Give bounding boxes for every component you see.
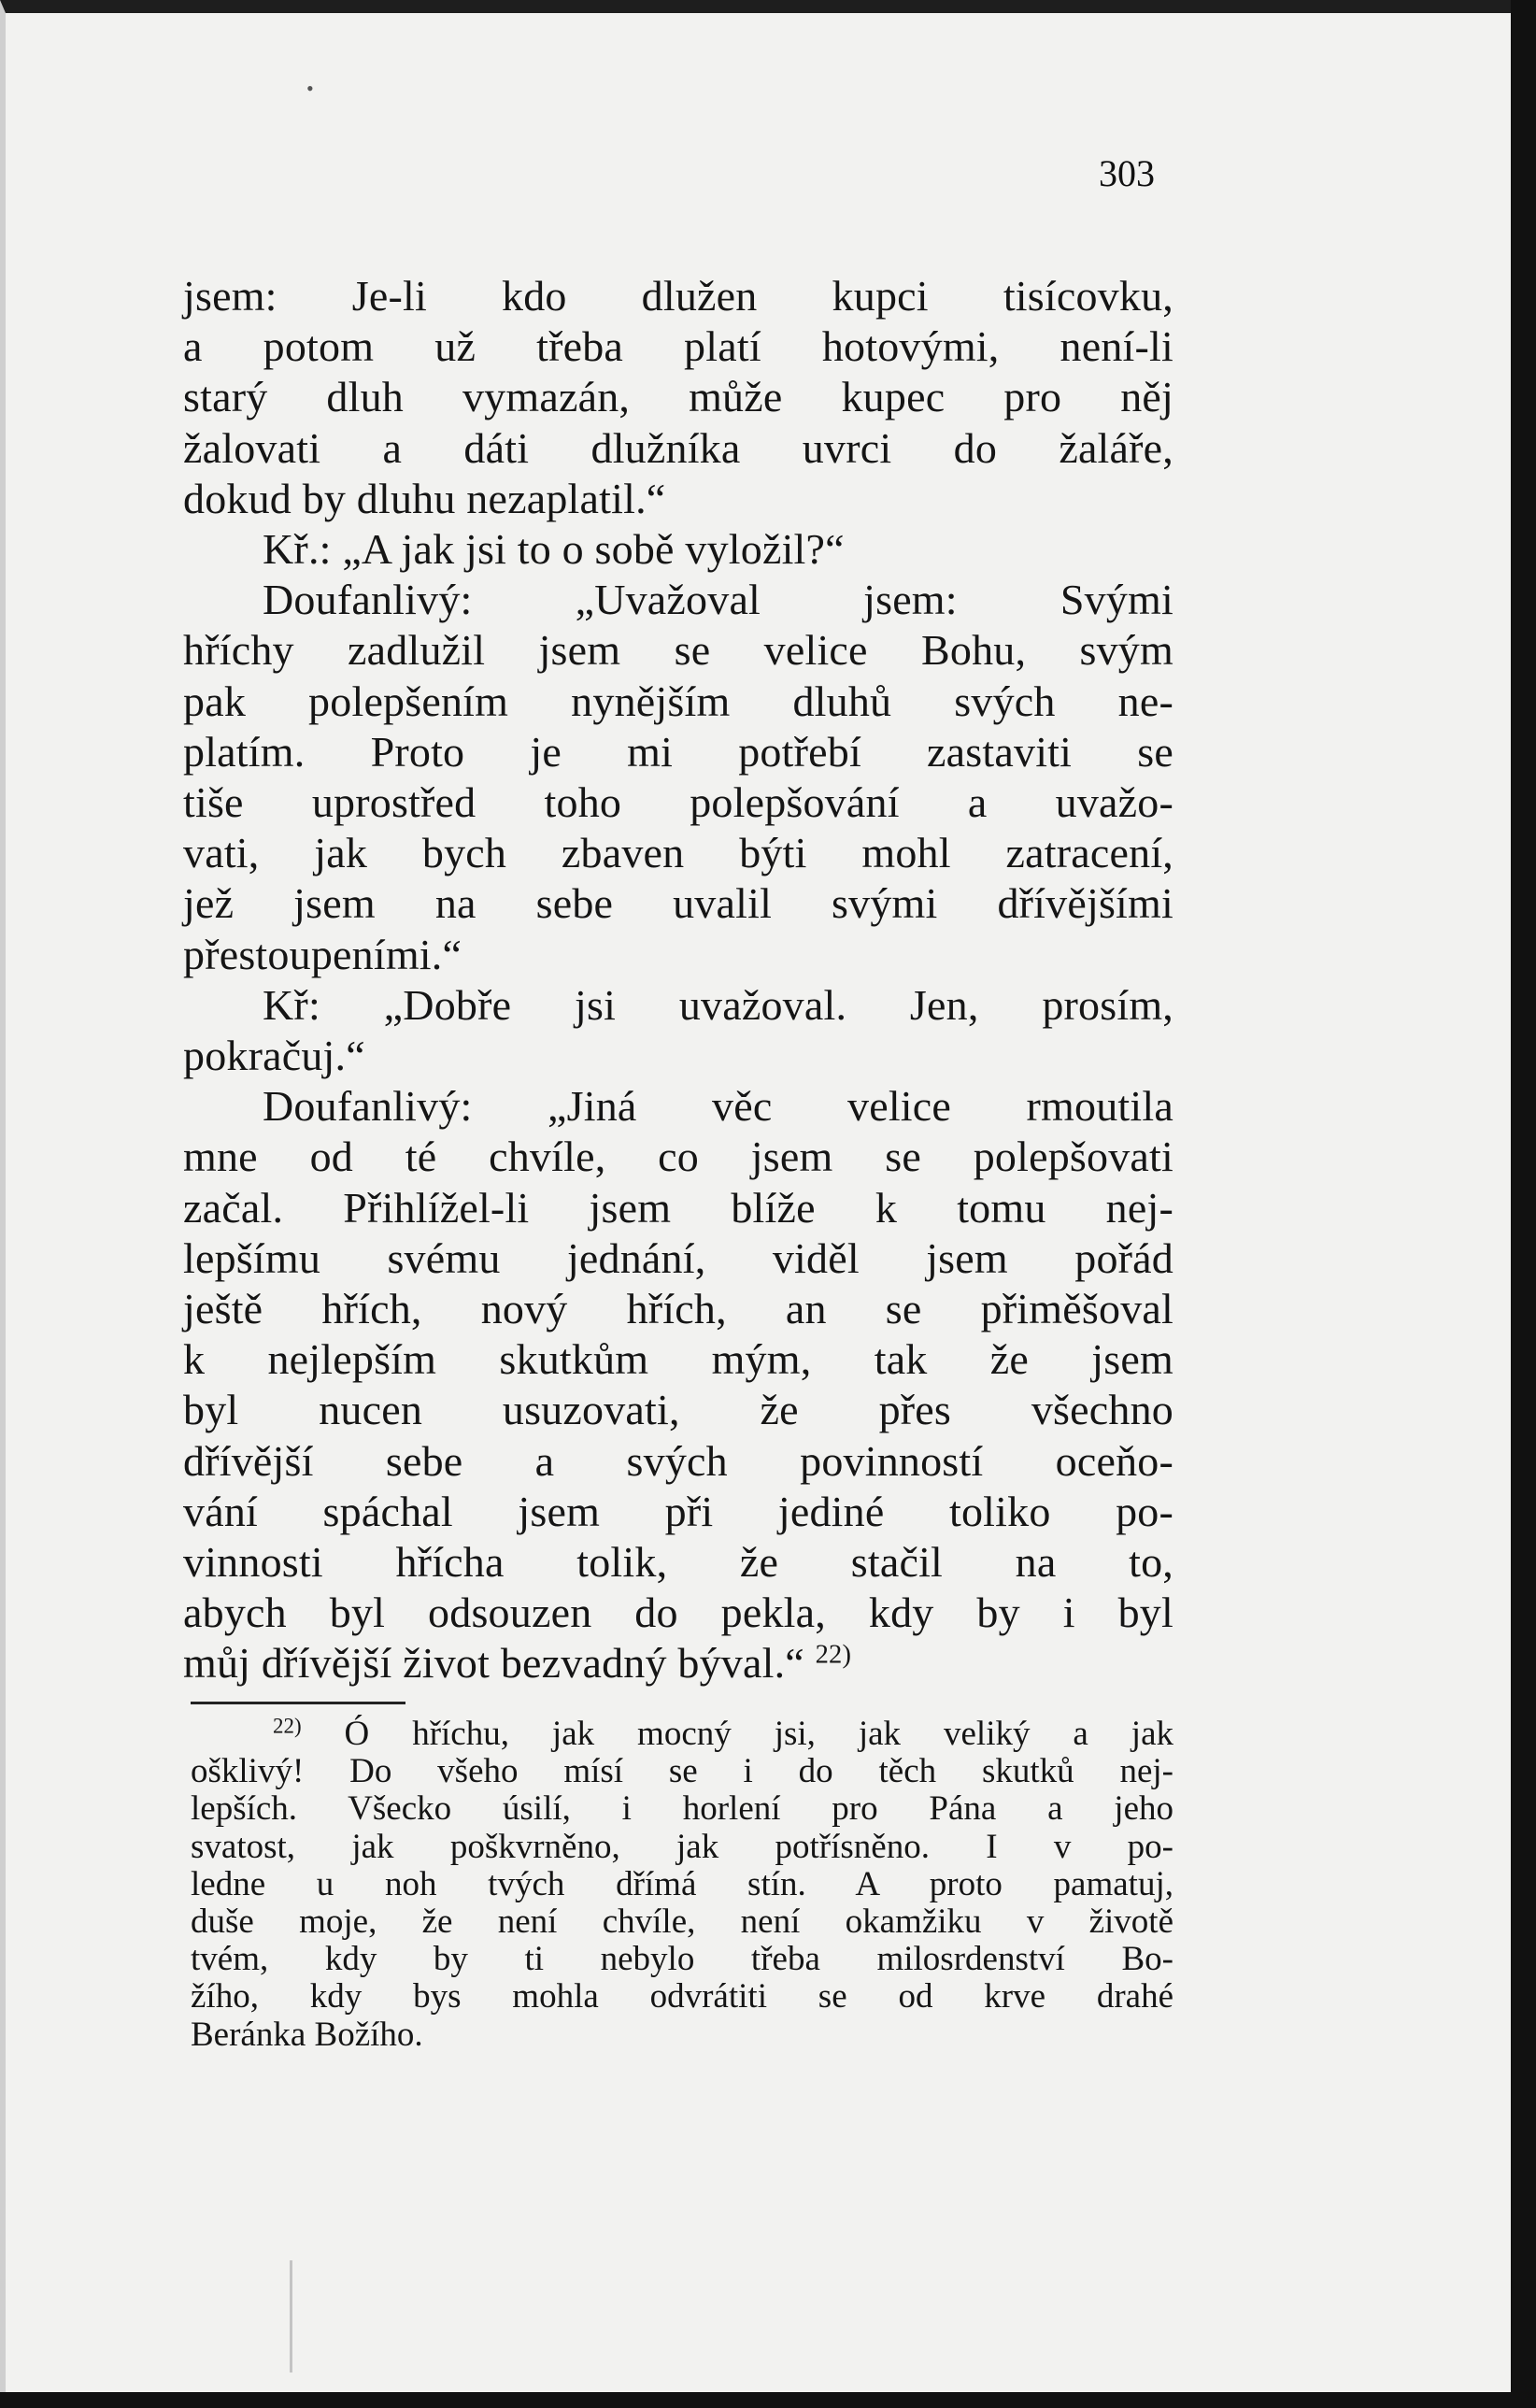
body-line: jež jsem na sebe uvalil svými dřívějšími	[183, 879, 1173, 928]
footnote-line: lepších. Všecko úsilí, i horlení pro Pána a jeho	[191, 1789, 1173, 1829]
footnote-line-text: Ó hříchu, jak mocný jsi, jak veliký a jak	[344, 1715, 1174, 1753]
footnote-line: ledne u noh tvých dřímá stín. A proto pamatuj,	[191, 1864, 1173, 1903]
body-line: Kř: „Dobře jsi uvažoval. Jen, prosím,	[263, 980, 1173, 1029]
body-line: žalovati a dáti dlužníka uvrci do žaláře,	[183, 423, 1173, 472]
footnote-line: Beránka Božího.	[191, 2015, 423, 2054]
body-line: lepšímu svému jednání, viděl jsem pořád	[183, 1233, 1173, 1282]
body-line: jsem: Je-li kdo dlužen kupci tisícovku,	[183, 272, 1173, 320]
body-line: pokračuj.“	[183, 1032, 365, 1080]
body-line: dokud by dluhu nezaplatil.“	[183, 474, 666, 522]
body-line: a potom už třeba platí hotovými, není-li	[183, 322, 1173, 371]
footnote-line: duše moje, že není chvíle, není okamžiku v životě	[191, 1902, 1173, 1942]
footnote-line-first	[191, 1716, 1173, 1753]
body-line: platím. Proto je mi potřebí zastaviti se	[183, 727, 1173, 776]
footnote	[191, 1716, 1173, 2054]
footnote-line: svatost, jak poškvrněno, jak potřísněno. I v po-	[191, 1827, 1173, 1866]
page-number: 303	[1099, 152, 1155, 194]
footnote-marker: 22)	[273, 1714, 302, 1738]
body-text	[183, 271, 1173, 1689]
body-line: začal. Přihlížel-li jsem blíže k tomu nej-	[183, 1183, 1173, 1232]
body-line: vání spáchal jsem při jediné toliko po-	[183, 1487, 1173, 1535]
body-line-last	[183, 1638, 1173, 1688]
body-line: ještě hřích, nový hřích, an se přiměšoval	[183, 1285, 1173, 1333]
body-line: starý dluh vymazán, může kupec pro něj	[183, 373, 1173, 421]
footnote-divider	[191, 1702, 405, 1704]
print-speck: •	[306, 77, 314, 100]
body-line: Kř.: „A jak jsi to o sobě vyložil?“	[263, 525, 845, 574]
body-line: vati, jak bych zbaven býti mohl zatracení,	[183, 829, 1173, 877]
body-line: byl nucen usuzovati, že přes všechno	[183, 1386, 1173, 1434]
body-line: tiše uprostřed toho polepšování a uvažo-	[183, 778, 1173, 827]
body-line: vinnosti hřícha tolik, že stačil na to,	[183, 1538, 1173, 1587]
footnote-line: tvém, kdy by ti nebylo třeba milosrdenství Bo-	[191, 1940, 1173, 1979]
body-line-text: můj dřívější život bezvadný býval.“	[183, 1639, 804, 1688]
scan-border-bottom	[0, 2392, 1536, 2408]
scan-border-right	[1511, 0, 1536, 2408]
body-line: dřívější sebe a svých povinností oceňo-	[183, 1436, 1173, 1485]
paper-scratch	[290, 2260, 292, 2372]
footnote-reference[interactable]: 22)	[815, 1640, 852, 1670]
body-line: pak polepšením nynějším dluhů svých ne-	[183, 677, 1173, 725]
body-line: přestoupeními.“	[183, 930, 462, 978]
body-line: Doufanlivý: „Uvažoval jsem: Svými	[263, 576, 1173, 624]
body-line: hříchy zadlužil jsem se velice Bohu, svým	[183, 626, 1173, 675]
footnote-line: žího, kdy bys mohla odvrátiti se od krve drahé	[191, 1977, 1173, 2016]
body-line: k nejlepším skutkům mým, tak že jsem	[183, 1335, 1173, 1384]
footnote-line: ošklivý! Do všeho mísí se i do těch skutků nej-	[191, 1752, 1173, 1791]
body-line: Doufanlivý: „Jiná věc velice rmoutila	[263, 1082, 1173, 1131]
body-line: mne od té chvíle, co jsem se polepšovati	[183, 1133, 1173, 1181]
body-line: abych byl odsouzen do pekla, kdy by i byl	[183, 1589, 1173, 1637]
